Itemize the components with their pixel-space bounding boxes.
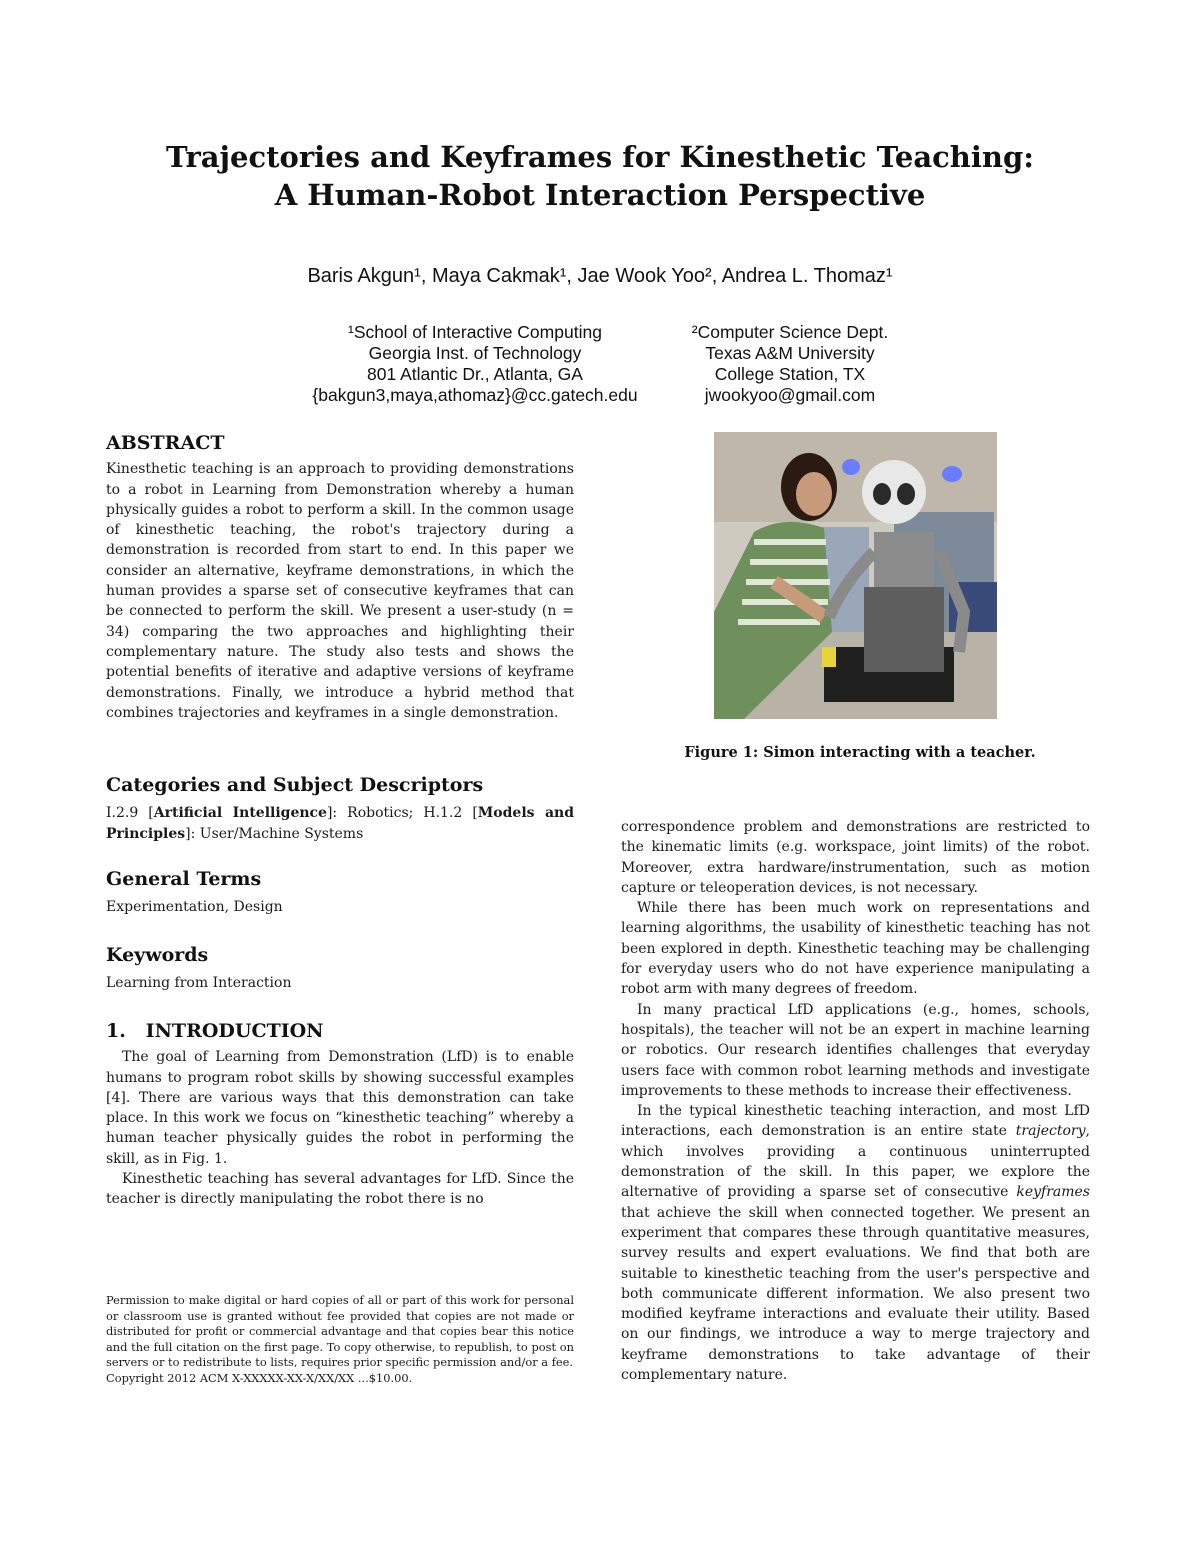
paper-title: [0, 138, 1200, 214]
introduction-heading: 1. INTRODUCTION: [106, 1020, 324, 1042]
affiliation-line: 801 Atlantic Dr., Atlanta, GA: [367, 364, 583, 384]
title-line-1: Trajectories and Keyframes for Kinesthetic Teaching:: [166, 140, 1034, 174]
categories-bold: Models and Principles: [106, 805, 574, 842]
general-terms-text: Experimentation, Design: [106, 899, 283, 916]
emphasis-text: trajectory: [1015, 1123, 1086, 1140]
body-paragraph: While there has been much work on representations and learning algorithms, the usability of kinesthetic teaching has not been explored in depth. Kinesthetic teaching may be challenging for everyday users who do not have experience manipulating a robot arm with many degrees of freedom.: [621, 900, 1090, 998]
affiliation-email: jwookyoo@gmail.com: [704, 385, 876, 405]
affiliation-line: ¹School of Interactive Computing: [348, 322, 602, 342]
title-line-2: A Human-Robot Interaction Perspective: [274, 178, 926, 212]
abstract-section: [106, 433, 574, 723]
permission-footnote: [106, 1293, 574, 1387]
categories-text: [106, 803, 574, 844]
affiliation-line: ²Computer Science Dept.: [691, 322, 889, 342]
abstract-text: Kinesthetic teaching is an approach to providing demonstrations to a robot in Learning from Demonstration whereby a human physically guides a robot to perform a skill. In the common usage of kinesthetic teaching, the robot's trajectory during a demonstration is recorded from start to end. In this paper we consider an alternative, keyframe demonstrations, in which the human provides a sparse set of consecutive keyframes that can be connected to perform the skill. We present a user-study (n = 34) comparing the two approaches and highlighting their complementary nature. The study also tests and shows the potential benefits of iterative and adaptive versions of keyframe demonstrations. Finally, we introduce a hybrid method that combines trajectories and keyframes in a single demonstration.: [106, 461, 574, 721]
body-text-part: In the typical kinesthetic teaching interaction, and most LfD interactions, each demonstration is an entire state: [621, 1103, 1090, 1140]
body-paragraph: In many practical LfD applications (e.g., homes, schools, hospitals), the teacher will not be an expert in machine learning or robotics. Our research identifies challenges that everyday users face with common robot learning methods and investigate improvements to these methods to increase their effectiveness.: [621, 1001, 1090, 1099]
keywords-section: [106, 945, 574, 994]
keywords-heading: Keywords: [106, 944, 209, 966]
affiliation-line: Texas A&M University: [705, 343, 875, 363]
affiliation-2: [655, 322, 925, 406]
body-paragraph: [621, 1101, 1090, 1385]
keywords-text: Learning from Interaction: [106, 975, 292, 992]
categories-heading: Categories and Subject Descriptors: [106, 774, 484, 796]
abstract-heading: ABSTRACT: [106, 432, 225, 454]
figure-photo: [714, 432, 997, 719]
introduction-paragraph: Kinesthetic teaching has several advantages for LfD. Since the teacher is directly manipulating the robot there is no: [106, 1171, 574, 1208]
affiliation-line: College Station, TX: [714, 364, 866, 384]
body-text-part: that achieve the skill when connected together. We present an experiment that compares these through quantitative measures, survey results and expert evaluations. We find that both are suitable to kinesthetic teaching from the user's perspective and both communicate different information. We also present two modified keyframe interactions and evaluate their utility. Based on our findings, we introduce a way to merge trajectory and keyframe demonstrations to take advantage of their complementary nature.: [621, 1204, 1090, 1384]
general-terms-section: [106, 869, 574, 918]
author-list: Baris Akgun¹, Maya Cakmak¹, Jae Wook Yoo², Andrea L. Thomaz¹: [307, 265, 893, 287]
introduction-paragraph: The goal of Learning from Demonstration (LfD) is to enable humans to program robot skills by showing successful examples [4]. There are various ways that this demonstration can take place. In this work we focus on “kinesthetic teaching” whereby a human teacher physically guides the robot in performing the skill, as in Fig. 1.: [106, 1049, 574, 1167]
introduction-section: [106, 1021, 574, 1210]
body-text-part: , which involves providing a continuous uninterrupted demonstration of the skill. In this paper, we explore the alternative of providing a sparse set of consecutive: [621, 1123, 1090, 1201]
affiliation-line: Georgia Inst. of Technology: [368, 343, 582, 363]
emphasis-text: keyframes: [1016, 1184, 1090, 1201]
general-terms-heading: General Terms: [106, 868, 262, 890]
affiliation-1: [285, 322, 665, 406]
figure-caption: Figure 1: Simon interacting with a teacher.: [684, 744, 1036, 761]
categories-section: [106, 775, 574, 844]
body-paragraph: correspondence problem and demonstrations are restricted to the kinematic limits (e.g. workspace, joint limits) of the robot. Moreover, extra hardware/instrumentation, such as motion capture or teleoperation devices, is not necessary.: [621, 819, 1090, 896]
permission-text: Permission to make digital or hard copies of all or part of this work for personal or classroom use is granted without fee provided that copies are not made or distributed for profit or commercial advantage and that copies bear this notice and the full citation on the first page. To copy otherwise, to republish, to post on servers or to redistribute to lists, requires prior specific permission and/or a fee.: [106, 1293, 574, 1370]
categories-text-part: I.2.9 [: [106, 805, 154, 822]
affiliation-email: {bakgun3,maya,athomaz}@cc.gatech.edu: [312, 385, 638, 405]
categories-bold: Artificial Intelligence: [153, 805, 327, 822]
categories-text-part: ]: User/Machine Systems: [185, 825, 364, 842]
robot-teacher-illustration: [714, 432, 997, 719]
copyright-text: Copyright 2012 ACM X-XXXXX-XX-X/XX/XX ...$10.00.: [106, 1370, 413, 1385]
categories-text-part: ]: Robotics; H.1.2 [: [326, 805, 478, 822]
right-column-text: [621, 817, 1090, 1385]
